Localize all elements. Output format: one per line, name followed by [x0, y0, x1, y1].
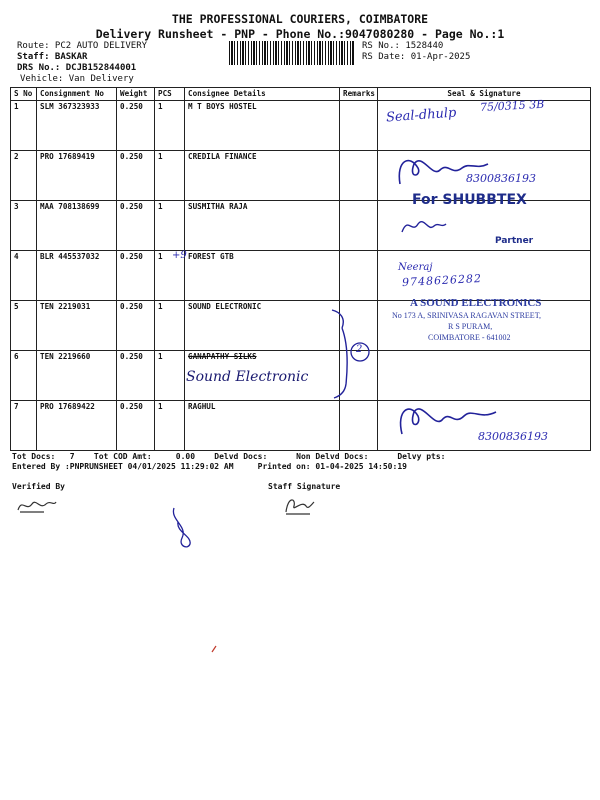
cell-pcs: 1: [155, 151, 185, 201]
cell-consignee: FOREST GTB: [185, 251, 340, 301]
cell-weight: 0.250: [117, 101, 155, 151]
row3-signature: [398, 214, 448, 238]
staff-signature-mark: [282, 492, 316, 518]
cell-consignee: SOUND ELECTRONIC: [185, 301, 340, 351]
cell-weight: 0.250: [117, 401, 155, 451]
cell-pcs: 1: [155, 101, 185, 151]
cell-weight: 0.250: [117, 151, 155, 201]
row5-stamp-name: A SOUND ELECTRONICS: [410, 297, 542, 309]
row4-phone: 9748626282: [401, 271, 483, 290]
col-sno: S No: [11, 88, 37, 101]
company-title: THE PROFESSIONAL COURIERS, COIMBATORE: [171, 12, 429, 26]
cell-remarks: [340, 401, 378, 451]
row7-phone: 8300836193: [478, 430, 548, 443]
cell-consignee: M T BOYS HOSTEL: [185, 101, 340, 151]
staff-text: Staff: BASKAR: [17, 52, 88, 62]
totals-line: Tot Docs: 7 Tot COD Amt: 0.00 Delvd Docs: Non Delvd Docs: Delvy pts:: [12, 452, 446, 461]
cell-consignment: TEN 2219031: [37, 301, 117, 351]
row5-stamp-address3: COIMBATORE - 641002: [428, 333, 511, 342]
entered-by-line: Entered By :PNPRUNSHEET 04/01/2025 11:29:02 AM Printed on: 01-04-2025 14:50:19: [12, 462, 407, 471]
cell-sno: 6: [11, 351, 37, 401]
cell-pcs: 1: [155, 251, 185, 301]
row6-circled-mark: 2: [356, 344, 363, 355]
rs-number: RS No.: 1528440: [362, 41, 444, 51]
row3-stamp: For SHUBBTEX: [412, 192, 527, 208]
stray-pen-mark: [210, 644, 218, 654]
cell-sno: 2: [11, 151, 37, 201]
row3-partner-label: Partner: [495, 236, 534, 246]
staff-signature-label: Staff Signature: [268, 482, 341, 491]
row1-signature: Seal-dhulp: [385, 105, 457, 126]
col-consignee: Consignee Details: [185, 88, 340, 101]
row1-handwritten-note: 75/0315 3B: [479, 97, 545, 115]
cell-pcs: 1: [155, 401, 185, 451]
cell-remarks: [340, 251, 378, 301]
col-weight: Weight: [117, 88, 155, 101]
verified-by-label: Verified By: [12, 482, 65, 491]
row4-name: Neeraj: [398, 262, 433, 273]
row4-pcs-mark: +9: [172, 250, 187, 261]
vehicle-text: Vehicle: Van Delivery: [20, 74, 134, 84]
cell-sno: 5: [11, 301, 37, 351]
cell-sno: 3: [11, 201, 37, 251]
cell-consignment: PRO 17689422: [37, 401, 117, 451]
cell-remarks: [340, 201, 378, 251]
cell-consignment: MAA 708138699: [37, 201, 117, 251]
col-seal-signature: Seal & Signature: [378, 88, 591, 101]
cell-weight: 0.250: [117, 301, 155, 351]
runsheet-table: [10, 87, 591, 451]
cell-seal: [378, 351, 591, 401]
cell-consignment: SLM 367323933: [37, 101, 117, 151]
pen-scribble-mark: [166, 504, 200, 554]
row2-phone: 8300836193: [466, 172, 536, 185]
cell-consignment: TEN 2219660: [37, 351, 117, 401]
barcode: [229, 41, 355, 65]
cell-weight: 0.250: [117, 251, 155, 301]
row5-stamp-address2: R S PURAM,: [448, 322, 493, 331]
table-row: [11, 251, 591, 301]
cell-consignment: PRO 17689419: [37, 151, 117, 201]
cell-consignment: BLR 445537032: [37, 251, 117, 301]
cell-weight: 0.250: [117, 201, 155, 251]
cell-pcs: 1: [155, 301, 185, 351]
cell-consignee: CREDILA FINANCE: [185, 151, 340, 201]
runsheet-subtitle: Delivery Runsheet - PNP - Phone No.:9047080280 - Page No.:1: [95, 27, 505, 41]
cell-consignee: GANAPATHY SILKS: [185, 351, 340, 401]
row5-stamp-address1: No 173 A, SRINIVASA RAGAVAN STREET,: [392, 311, 541, 320]
col-consignment: Consignment No: [37, 88, 117, 101]
cell-remarks: [340, 151, 378, 201]
cell-remarks: [340, 101, 378, 151]
col-remarks: Remarks: [340, 88, 378, 101]
cell-sno: 4: [11, 251, 37, 301]
cell-sno: 7: [11, 401, 37, 451]
rs-date: RS Date: 01-Apr-2025: [362, 52, 471, 62]
cell-sno: 1: [11, 101, 37, 151]
route-text: Route: PC2 AUTO DELIVERY: [17, 41, 148, 51]
cell-weight: 0.250: [117, 351, 155, 401]
cell-pcs: 1: [155, 351, 185, 401]
cell-consignee: SUSMITHA RAJA: [185, 201, 340, 251]
cell-consignee: RAGHUL: [185, 401, 340, 451]
verifier-signature: [14, 494, 58, 516]
table-header-row: [11, 88, 591, 101]
row5-bracket-mark: [326, 304, 374, 400]
row6-handwritten-text: Sound Electronic: [186, 369, 309, 385]
col-pcs: PCS: [155, 88, 185, 101]
drs-number: DRS No.: DCJB152844001: [17, 63, 137, 73]
cell-pcs: 1: [155, 201, 185, 251]
